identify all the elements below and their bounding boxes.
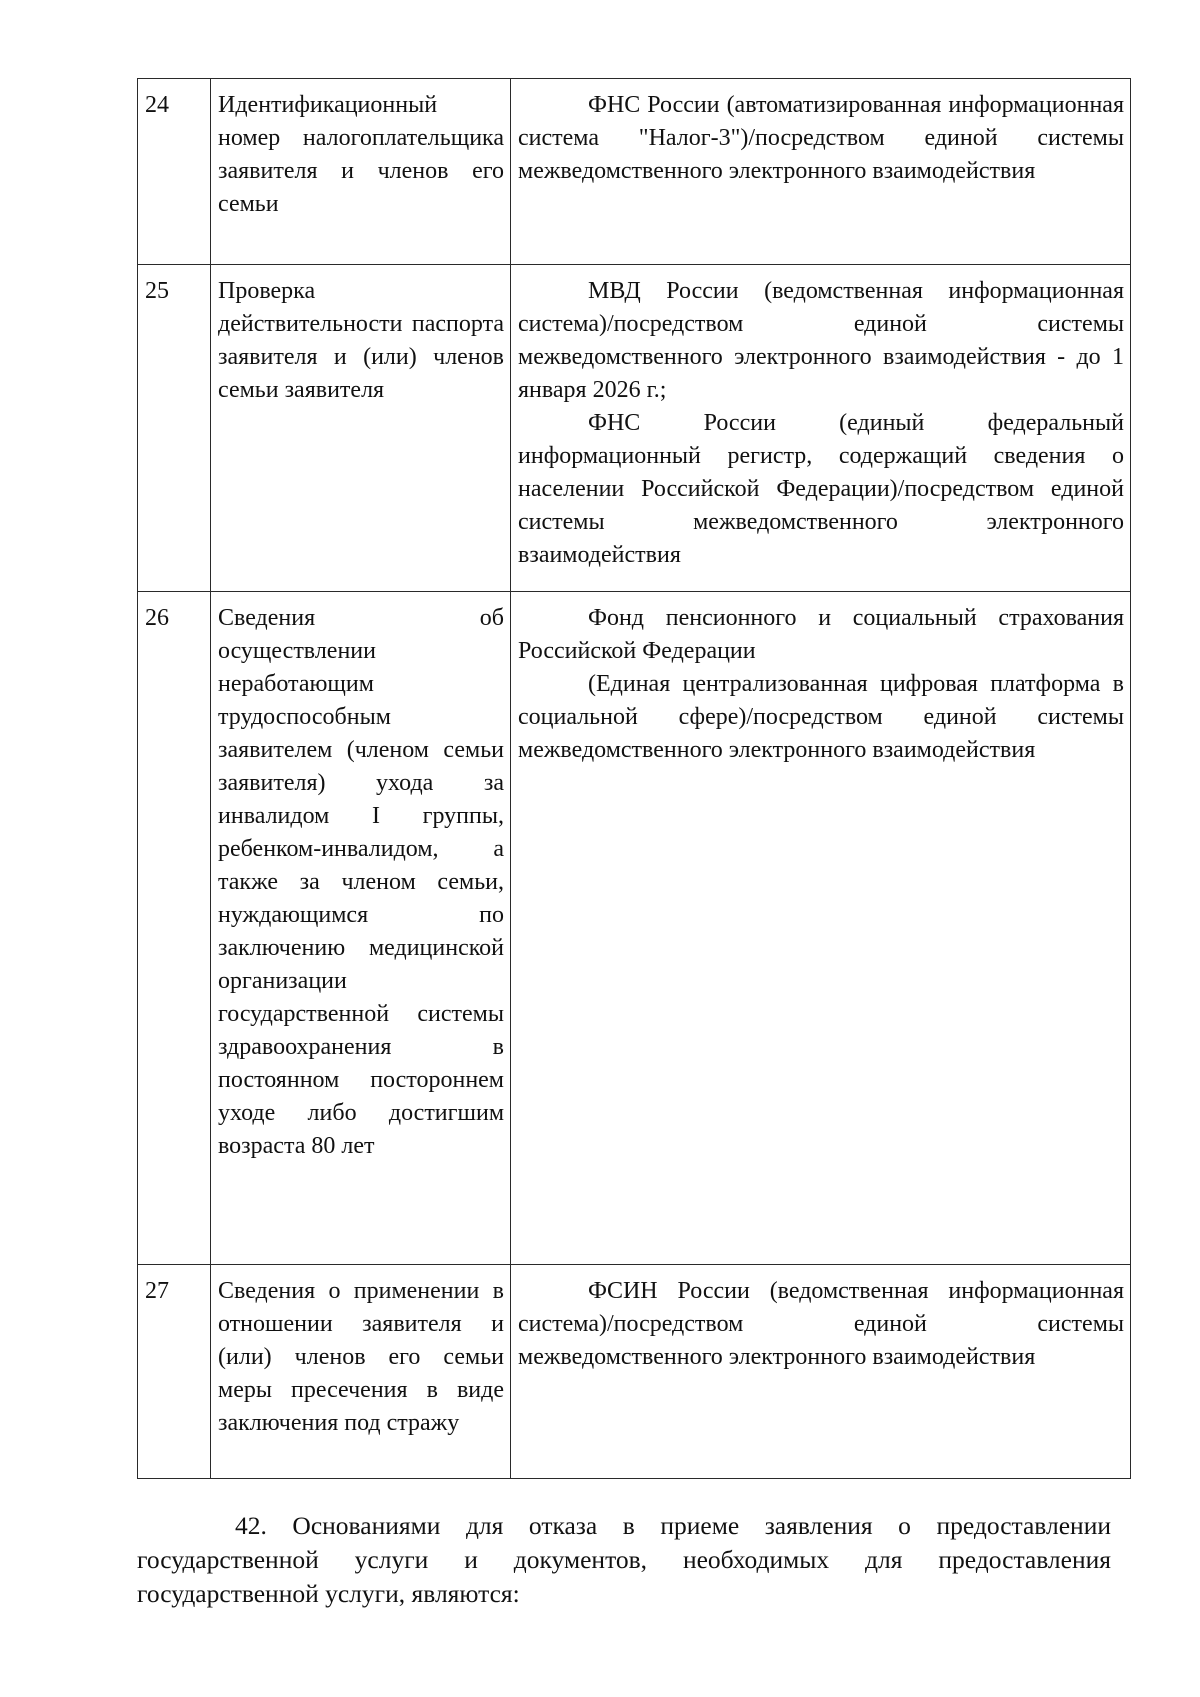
row-name-cell: [211, 592, 511, 1265]
row-name: Сведения о применении в отношении заявителя и (или) членов его семьи меры пресечения в виде заключения под стражу: [218, 1278, 504, 1436]
row-name-cell: [211, 79, 511, 265]
row-number: 27: [138, 1265, 211, 1479]
table-row: [138, 79, 1131, 265]
table-row: [138, 265, 1131, 592]
row-source-cell: [511, 265, 1131, 592]
source-paragraph: ФНС России (единый федеральный информационный регистр, содержащий сведения о населении Российской Федерации)/посредством единой системы межведомственного электронного взаимодействия: [518, 410, 1124, 568]
row-name-cell: [211, 265, 511, 592]
row-number: 25: [138, 265, 211, 592]
table-row: [138, 592, 1131, 1265]
data-sources-table: [137, 78, 1131, 1479]
row-source-cell: [511, 79, 1131, 265]
row-source-cell: [511, 592, 1131, 1265]
source-paragraph: Фонд пенсионного и социальный страхования Российской Федерации: [518, 605, 1124, 664]
paragraph-42: 42. Основаниями для отказа в приеме заявления о предоставлении государственной услуги и документов, необходимых для предоставления государственной услуги, являются:: [137, 1511, 1111, 1608]
table-row: [138, 1265, 1131, 1479]
row-number: 24: [138, 79, 211, 265]
row-name: Сведения об осуществлении неработающим трудоспособным заявителем (членом семьи заявителя) ухода за инвалидом I группы, ребенком-инвалидом, а также за членом семьи, нуждающимся по заключению медицинской организации государственной системы здравоохранения в постоянном постороннем уходе либо достигшим возраста 80 лет: [218, 605, 504, 1159]
row-source-cell: [511, 1265, 1131, 1479]
row-number: 26: [138, 592, 211, 1265]
source-paragraph: (Единая централизованная цифровая платформа в социальной сфере)/посредством единой системы межведомственного электронного взаимодействия: [518, 671, 1124, 763]
source-paragraph: ФНС России (автоматизированная информационная система "Налог-3")/посредством единой системы межведомственного электронного взаимодействия: [518, 92, 1124, 184]
source-paragraph: МВД России (ведомственная информационная система)/посредством единой системы межведомственного электронного взаимодействия - до 1 января 2026 г.;: [518, 278, 1124, 403]
row-name: Идентификационный номер налогоплательщика заявителя и членов его семьи: [218, 92, 504, 217]
row-name: Проверка действительности паспорта заявителя и (или) членов семьи заявителя: [218, 278, 504, 403]
row-name-cell: [211, 1265, 511, 1479]
source-paragraph: ФСИН России (ведомственная информационная система)/посредством единой системы межведомственного электронного взаимодействия: [518, 1278, 1124, 1370]
